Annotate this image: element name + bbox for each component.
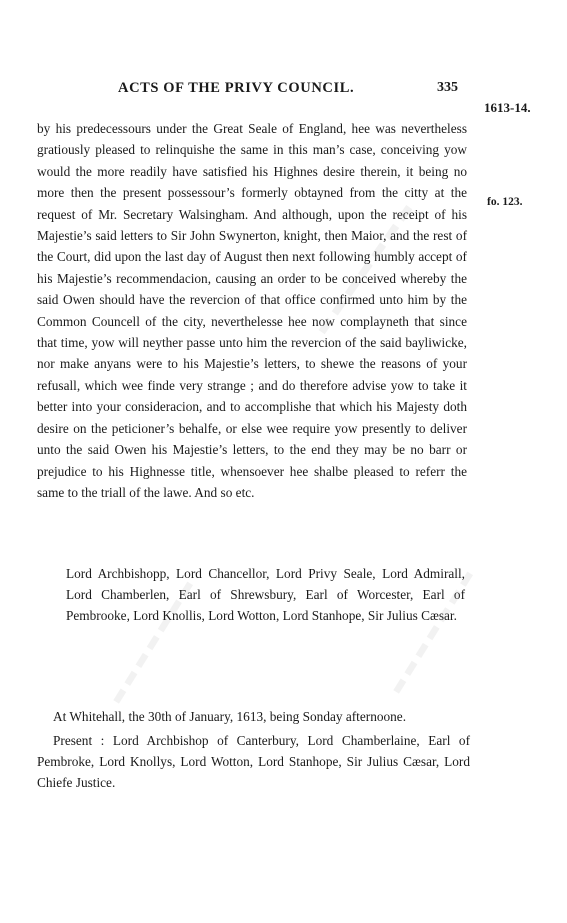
letter-body-paragraph: by his predecessours under the Great Seale of England, hee was nevertheless gratiously pleased to relinquishe the same in this man’s case, conceiving yow would the more readily have satisfied his Highnes desire therein, it being no more then the present possessour’s formerly obtayned from the citty at the request of Mr. Secretary Walsingham. And although, upon the receipt of his Majestie’s said letters to Sir John Swynerton, knight, then Maior, and the rest of the Court, did upon the last day of August then next following humbly accept of his Majestie’s recommendacion, causing an order to be conceived whereby the said Owen should have the revercion of that office confirmed unto him by the Common Councell of the city, neverthelesse hee now complayneth that since that time, yow will neyther passe unto him the revercion of the said bayliwicke, nor make anyans were to his Majestie’s letters, to shewe the reasons of your refusall, which wee finde very strange ; and do therefore advise yow to take it better into your consideracion, and to accomplishe that which his Majesty doth desire on the peticioner’s behalfe, or else wee require yow presently to deliver unto the said Owen his Majestie’s letters, to the end they may be no barr or prejudice to his Highnesse title, whensoever hee shalbe pleased to referr the same to the triall of the lawe. And so etc.	[37, 121, 467, 500]
present-attendees: Present : Lord Archbishop of Canterbury, Lord Chamberlaine, Earl of Pembroke, Lord Knollys, Lord Wotton, Lord Stanhope, Sir Julius Cæsar, Lord Chiefe Justice.	[37, 733, 470, 790]
watermark-graphic: ▬▬▬▬▬▬▬	[385, 562, 482, 699]
margin-folio-reference: fo. 123.	[487, 196, 523, 208]
running-title: ACTS OF THE PRIVY COUNCIL.	[118, 80, 355, 96]
meeting-heading: At Whitehall, the 30th of January, 1613, being Sonday afternoone.	[53, 709, 407, 724]
margin-year: 1613-14.	[484, 100, 531, 115]
watermark-graphic: ▬▬▬▬▬▬▬	[309, 194, 421, 340]
page-number: 335	[437, 80, 458, 95]
watermark-graphic: ▬▬▬▬▬▬▬	[105, 572, 202, 709]
meeting-section	[37, 706, 470, 793]
signatories-list: Lord Archbishopp, Lord Chancellor, Lord Privy Seale, Lord Admirall, Lord Chamberlen, Earl of Shrewsbury, Earl of Worcester, Earl of Pembrooke, Lord Knollis, Lord Wotton, Lord Stanhope, Sir Julius Cæsar.	[66, 566, 465, 624]
